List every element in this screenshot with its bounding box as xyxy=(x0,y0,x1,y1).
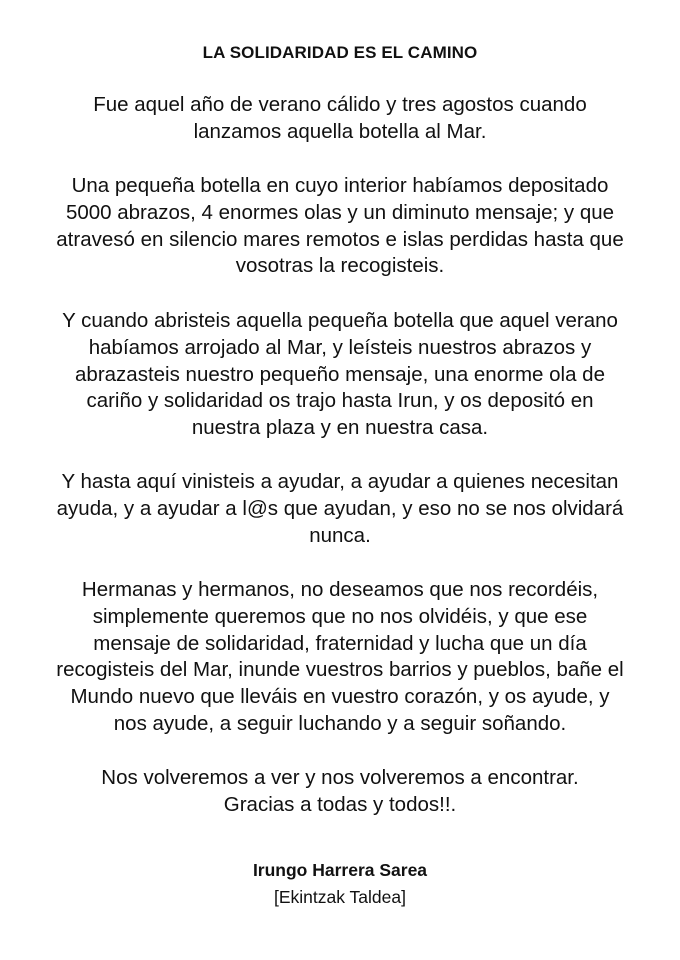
paragraph-line: 5000 abrazos, 4 enormes olas y un diminuto mensaje; y que xyxy=(65,200,615,224)
paragraph-line: lanzamos aquella botella al Mar. xyxy=(193,119,487,143)
paragraph-line: Y hasta aquí vinisteis a ayudar, a ayudar a quienes necesitan xyxy=(61,470,619,493)
paragraph-4 xyxy=(10,469,670,549)
paragraph-line: Hermanas y hermanos, no deseamos que nos recordéis, xyxy=(81,578,599,601)
paragraph-5 xyxy=(10,577,670,738)
paragraph-line: cariño y solidaridad os trajo hasta Irun, y os depositó en xyxy=(86,389,594,413)
paragraph-3 xyxy=(10,308,670,442)
paragraph-line: Una pequeña botella en cuyo interior habíamos depositado xyxy=(71,174,609,197)
paragraph-2 xyxy=(10,173,670,280)
paragraph-line: mensaje de solidaridad, fraternidad y lucha que un día xyxy=(93,631,587,655)
signature-name: Irungo Harrera Sarea xyxy=(252,860,428,880)
paragraph-line: Y cuando abristeis aquella pequeña botella que aquel verano xyxy=(62,309,618,332)
paragraph-line: vosotras la recogisteis. xyxy=(235,254,445,278)
paragraph-line: ayuda, y a ayudar a l@s que ayudan, y eso no se nos olvidará xyxy=(56,496,624,520)
paragraph-line: nuestra plaza y en nuestra casa. xyxy=(191,416,489,440)
paragraph-line: Fue aquel año de verano cálido y tres agostos cuando xyxy=(93,93,587,116)
paragraph-line: recogisteis del Mar, inunde vuestros barrios y pueblos, bañe el xyxy=(56,658,624,682)
paragraph-line: nos ayude, a seguir luchando y a seguir soñando. xyxy=(113,711,567,735)
paragraph-1 xyxy=(10,92,670,146)
paragraph-6 xyxy=(10,765,670,819)
paragraph-line: atravesó en silencio mares remotos e islas perdidas hasta que xyxy=(56,227,624,251)
document-title: LA SOLIDARIDAD ES EL CAMINO xyxy=(202,43,478,62)
paragraph-line: nunca. xyxy=(309,523,371,547)
signature-group: [Ekintzak Taldea] xyxy=(274,887,406,907)
paragraph-line: Mundo nuevo que lleváis en vuestro corazón, y os ayude, y xyxy=(70,685,610,709)
paragraph-line: Gracias a todas y todos!!. xyxy=(223,792,457,816)
paragraph-line: Nos volveremos a ver y nos volveremos a encontrar. xyxy=(101,766,579,789)
paragraph-line: simplemente queremos que no nos olvidéis, y que ese xyxy=(92,604,588,628)
paragraph-line: habíamos arrojado al Mar, y leísteis nuestros abrazos y xyxy=(88,335,592,359)
paragraph-line: abrazasteis nuestro pequeño mensaje, una enorme ola de xyxy=(75,362,605,386)
